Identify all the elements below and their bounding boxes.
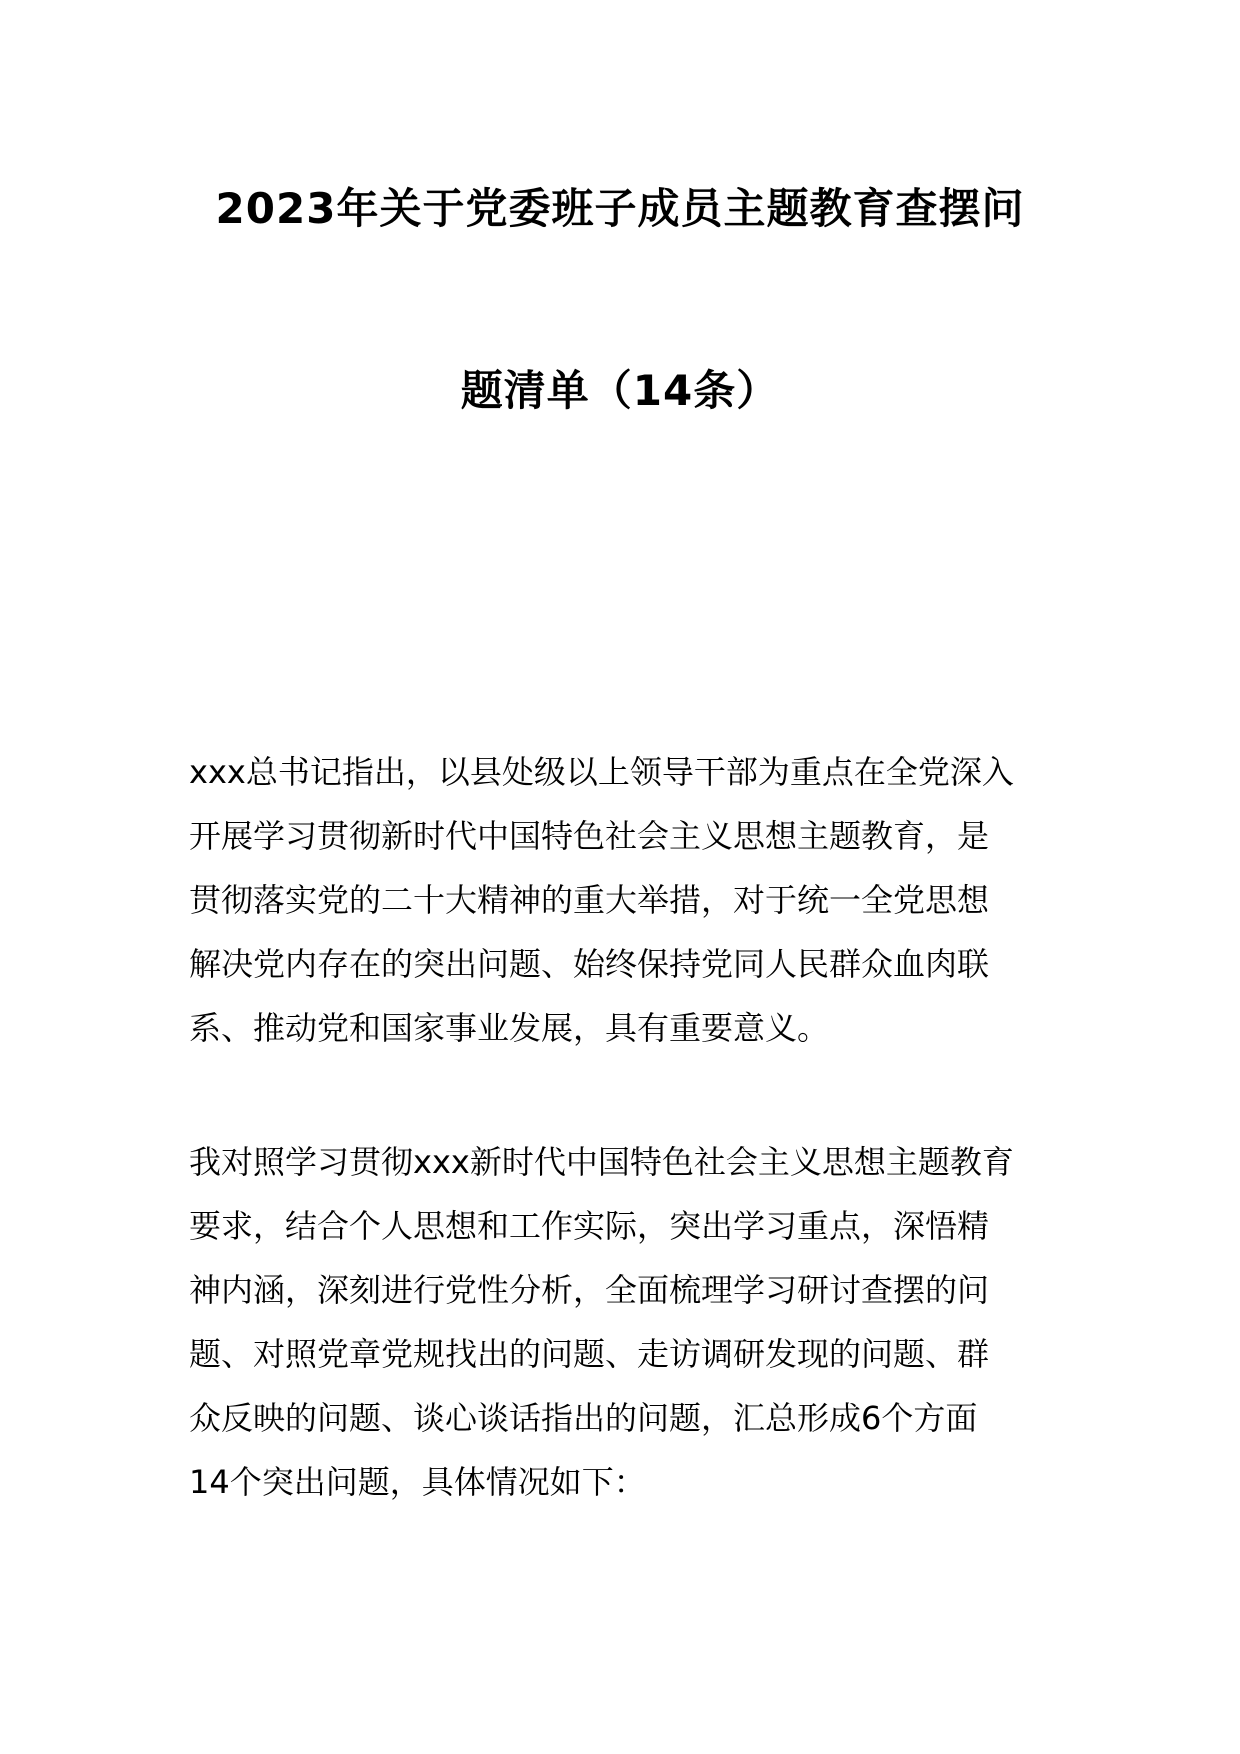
paragraph-line: 要求，结合个人思想和工作实际，突出学习重点，深悟精 [189, 1207, 990, 1245]
intro-paragraph [189, 740, 1059, 1060]
document-title-line-1: 2023年关于党委班子成员主题教育查摆问 [215, 184, 1025, 233]
paragraph-line: 众反映的问题、谈心谈话指出的问题，汇总形成6个方面 [189, 1399, 978, 1437]
paragraph-line: 贯彻落实党的二十大精神的重大举措，对于统一全党思想 [189, 881, 990, 919]
paragraph-line: xxx总书记指出，以县处级以上领导干部为重点在全党深入 [189, 753, 1014, 791]
paragraph-line: 开展学习贯彻新时代中国特色社会主义思想主题教育，是 [189, 817, 990, 855]
paragraph-line: 解决党内存在的突出问题、始终保持党同人民群众血肉联 [189, 945, 990, 983]
summary-paragraph [189, 1130, 1059, 1514]
paragraph-line: 我对照学习贯彻xxx新时代中国特色社会主义思想主题教育 [189, 1143, 1014, 1181]
paragraph-line: 神内涵，深刻进行党性分析，全面梳理学习研讨查摆的问 [189, 1271, 990, 1309]
document-title-line-2: 题清单（14条） [460, 366, 780, 415]
paragraph-line: 14个突出问题，具体情况如下： [189, 1463, 646, 1501]
paragraph-line: 系、推动党和国家事业发展，具有重要意义。 [189, 1009, 830, 1047]
paragraph-line: 题、对照党章党规找出的问题、走访调研发现的问题、群 [189, 1335, 990, 1373]
